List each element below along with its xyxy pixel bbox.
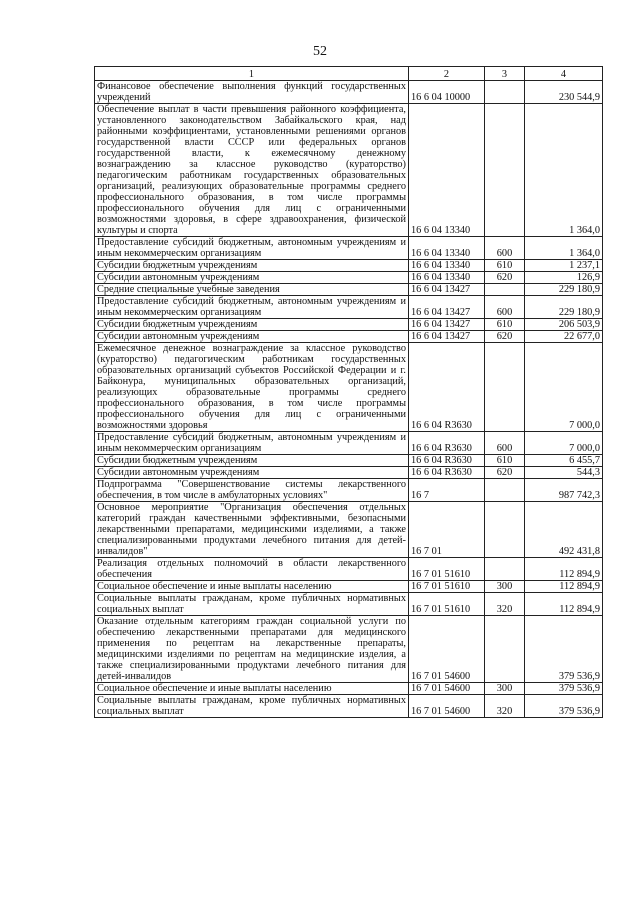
row-type <box>485 502 525 558</box>
row-type: 600 <box>485 432 525 455</box>
row-name: Субсидии автономным учреждениям <box>95 272 409 284</box>
table-row <box>95 296 603 319</box>
row-name: Предоставление субсидий бюджетным, автономным учреждениям и иным некоммерческим организациям <box>95 237 409 260</box>
row-amount: 1 364,0 <box>525 237 603 260</box>
row-code: 16 7 01 54600 <box>409 695 485 718</box>
row-amount: 1 237,1 <box>525 260 603 272</box>
row-code: 16 6 04 13427 <box>409 284 485 296</box>
table-row <box>95 343 603 432</box>
row-code: 16 6 04 13340 <box>409 272 485 284</box>
table-row <box>95 319 603 331</box>
row-name: Субсидии автономным учреждениям <box>95 467 409 479</box>
table-row <box>95 81 603 104</box>
row-code: 16 6 04 13427 <box>409 331 485 343</box>
row-type: 610 <box>485 455 525 467</box>
row-amount: 544,3 <box>525 467 603 479</box>
row-code: 16 7 01 51610 <box>409 581 485 593</box>
row-amount: 112 894,9 <box>525 593 603 616</box>
row-name: Оказание отдельным категориям граждан социальной услуги по обеспечению лекарственными препаратами для медицинского применения по рецептам на лекарственные препараты, медицинскими изделиями по рецептам на медицинские изделия, а также специализированными продуктами лечебного питания для детей-инвалидов <box>95 616 409 683</box>
row-amount: 22 677,0 <box>525 331 603 343</box>
row-name: Финансовое обеспечение выполнения функций государственных учреждений <box>95 81 409 104</box>
row-type: 300 <box>485 581 525 593</box>
row-code: 16 7 <box>409 479 485 502</box>
row-name: Субсидии бюджетным учреждениям <box>95 319 409 331</box>
row-code: 16 6 04 R3630 <box>409 432 485 455</box>
row-amount: 206 503,9 <box>525 319 603 331</box>
row-name: Социальное обеспечение и иные выплаты населению <box>95 683 409 695</box>
row-code: 16 6 04 R3630 <box>409 467 485 479</box>
row-name: Социальные выплаты гражданам, кроме публичных нормативных социальных выплат <box>95 695 409 718</box>
row-type: 320 <box>485 695 525 718</box>
table-row <box>95 455 603 467</box>
row-code: 16 6 04 10000 <box>409 81 485 104</box>
row-name: Субсидии автономным учреждениям <box>95 331 409 343</box>
row-type: 610 <box>485 319 525 331</box>
header-col-1: 1 <box>95 67 409 81</box>
table-row <box>95 616 603 683</box>
page-number: 52 <box>313 44 327 59</box>
row-type <box>485 343 525 432</box>
row-name: Подпрограмма "Совершенствование системы лекарственного обеспечения, в том числе в амбулаторных условиях" <box>95 479 409 502</box>
row-code: 16 6 04 13427 <box>409 319 485 331</box>
row-amount: 1 364,0 <box>525 104 603 237</box>
row-name: Основное мероприятие "Организация обеспечения отдельных категорий граждан качественными эффективными, безопасными лекарственными препаратами, медицинскими изделиями, а также специализированными продуктами лечебного питания для детей-инвалидов" <box>95 502 409 558</box>
table-row <box>95 284 603 296</box>
row-code: 16 7 01 51610 <box>409 558 485 581</box>
row-type: 620 <box>485 467 525 479</box>
row-name: Субсидии бюджетным учреждениям <box>95 260 409 272</box>
table-row <box>95 237 603 260</box>
row-code: 16 6 04 13340 <box>409 104 485 237</box>
row-type: 320 <box>485 593 525 616</box>
table-body <box>95 81 603 718</box>
table-row <box>95 104 603 237</box>
row-type <box>485 558 525 581</box>
row-name: Обеспечение выплат в части превышения районного коэффициента, установленного законодательством Забайкальского края, над районными коэффициентами, установленными решениями органов государственной власти СССР или федеральных органов государственной власти, к ежемесячному денежному вознаграждению за классное руководство (кураторство) педагогическим работникам государственных образовательных организаций, реализующих образовательные программы среднего профессионального образования, в том числе программы профессионального обучения для лиц с ограниченными возможностями здоровья, в сфере здравоохранения, физической культуры и спорта <box>95 104 409 237</box>
row-code: 16 6 04 13427 <box>409 296 485 319</box>
row-amount: 229 180,9 <box>525 296 603 319</box>
table-row <box>95 331 603 343</box>
row-amount: 7 000,0 <box>525 343 603 432</box>
header-col-3: 3 <box>485 67 525 81</box>
table-row <box>95 581 603 593</box>
row-type: 600 <box>485 237 525 260</box>
row-type: 600 <box>485 296 525 319</box>
row-type: 620 <box>485 272 525 284</box>
row-name: Социальное обеспечение и иные выплаты населению <box>95 581 409 593</box>
row-amount: 112 894,9 <box>525 581 603 593</box>
table-row <box>95 683 603 695</box>
row-code: 16 6 04 13340 <box>409 260 485 272</box>
row-code: 16 7 01 51610 <box>409 593 485 616</box>
header-col-2: 2 <box>409 67 485 81</box>
table-row <box>95 467 603 479</box>
table-row <box>95 558 603 581</box>
header-row <box>95 67 603 81</box>
table-row <box>95 260 603 272</box>
row-type: 610 <box>485 260 525 272</box>
row-code: 16 7 01 54600 <box>409 616 485 683</box>
row-type <box>485 104 525 237</box>
row-name: Средние специальные учебные заведения <box>95 284 409 296</box>
row-code: 16 6 04 R3630 <box>409 343 485 432</box>
table-row <box>95 695 603 718</box>
row-amount: 379 536,9 <box>525 695 603 718</box>
row-amount: 112 894,9 <box>525 558 603 581</box>
row-name: Реализация отдельных полномочий в области лекарственного обеспечения <box>95 558 409 581</box>
budget-table <box>94 66 603 718</box>
row-amount: 987 742,3 <box>525 479 603 502</box>
row-amount: 492 431,8 <box>525 502 603 558</box>
row-amount: 126,9 <box>525 272 603 284</box>
row-name: Предоставление субсидий бюджетным, автономным учреждениям и иным некоммерческим организациям <box>95 432 409 455</box>
table-row <box>95 479 603 502</box>
row-amount: 379 536,9 <box>525 683 603 695</box>
row-name: Социальные выплаты гражданам, кроме публичных нормативных социальных выплат <box>95 593 409 616</box>
row-code: 16 6 04 R3630 <box>409 455 485 467</box>
row-amount: 6 455,7 <box>525 455 603 467</box>
row-amount: 230 544,9 <box>525 81 603 104</box>
table-row <box>95 432 603 455</box>
row-amount: 379 536,9 <box>525 616 603 683</box>
row-type: 300 <box>485 683 525 695</box>
row-code: 16 6 04 13340 <box>409 237 485 260</box>
row-name: Ежемесячное денежное вознаграждение за классное руководство (кураторство) педагогическим работникам государственных образовательных организаций субъектов Российской Федерации и г. Байконура, муниципальных образовательных организаций, реализующих образовательные программы среднего профессионального образования, в том числе программы профессионального обучения для лиц с ограниченными возможностями здоровья <box>95 343 409 432</box>
table-row <box>95 272 603 284</box>
row-amount: 229 180,9 <box>525 284 603 296</box>
row-type <box>485 81 525 104</box>
row-name: Субсидии бюджетным учреждениям <box>95 455 409 467</box>
table-row <box>95 502 603 558</box>
row-name: Предоставление субсидий бюджетным, автономным учреждениям и иным некоммерческим организациям <box>95 296 409 319</box>
row-type <box>485 616 525 683</box>
row-type <box>485 284 525 296</box>
row-code: 16 7 01 <box>409 502 485 558</box>
header-col-4: 4 <box>525 67 603 81</box>
row-type: 620 <box>485 331 525 343</box>
table-row <box>95 593 603 616</box>
row-code: 16 7 01 54600 <box>409 683 485 695</box>
row-type <box>485 479 525 502</box>
row-amount: 7 000,0 <box>525 432 603 455</box>
